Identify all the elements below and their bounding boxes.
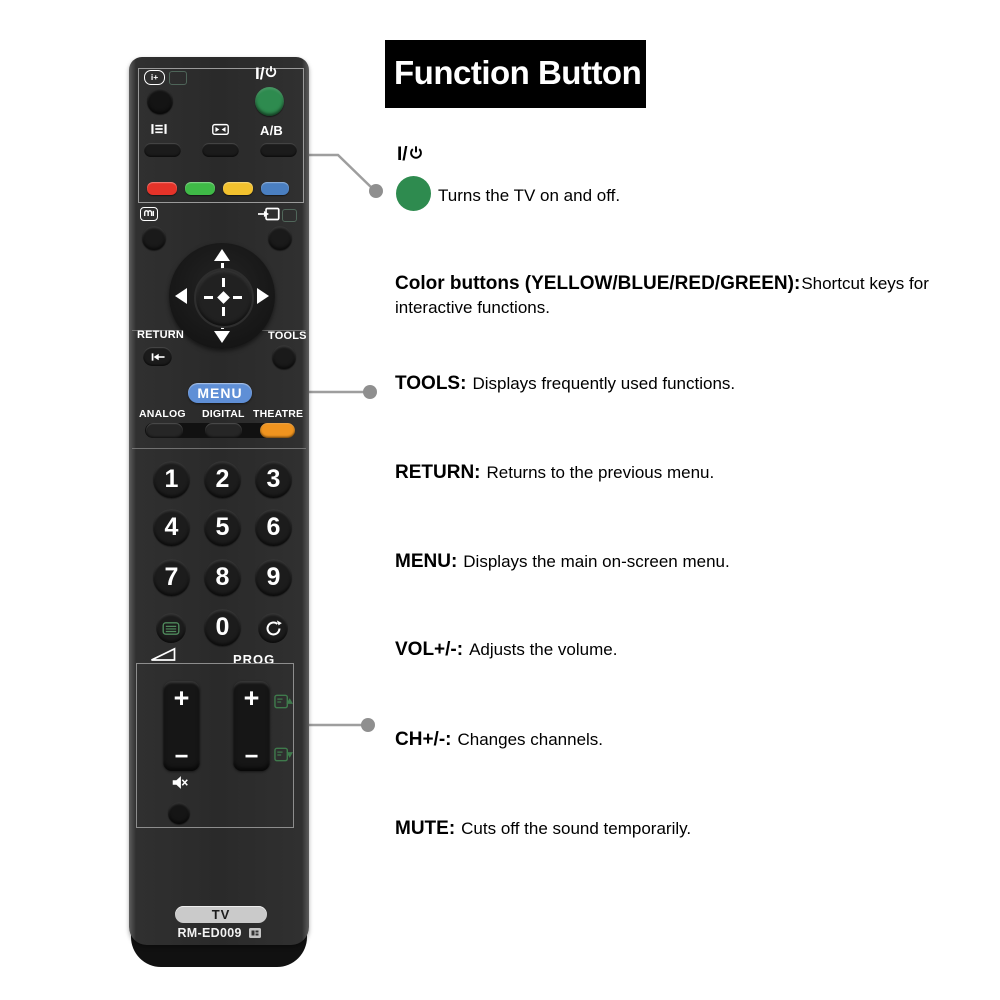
digital-label: DIGITAL [202,408,245,420]
dpad-right-arrow[interactable] [257,288,269,304]
tv-label: TV [175,906,267,923]
volume-down-button[interactable]: − [174,743,189,770]
page-down-icon [274,746,293,763]
model-label: RM-ED009 [129,926,309,940]
digit-7-button[interactable]: 7 [153,559,190,596]
ghost-icon-mid [282,209,297,222]
dpad[interactable] [169,243,275,349]
digit-6-button[interactable]: 6 [255,509,292,546]
power-note-symbol: I/ [397,144,424,166]
power-note: Turns the TV on and off. [438,186,621,205]
power-button-swatch [396,176,431,211]
prog-label: PROG [233,652,276,667]
remote-control [129,57,309,968]
ch-note: CH+/-: Changes channels. [395,729,604,750]
power-button[interactable] [255,87,284,116]
vol-note: VOL+/-: Adjusts the volume. [395,639,618,660]
theatre-button[interactable] [260,423,295,438]
power-icon [408,145,424,161]
return-label: RETURN [137,329,185,341]
digit-9-button[interactable]: 9 [255,559,292,596]
input-select-icon [258,207,280,221]
digit-4-button[interactable]: 4 [153,509,190,546]
dpad-left-arrow[interactable] [175,288,187,304]
screen-format-button[interactable] [144,143,181,157]
input-select-button[interactable] [268,226,292,250]
tools-note: TOOLS: Displays frequently used functions. [395,373,736,394]
menu-note: MENU: Displays the main on-screen menu. [395,551,730,572]
mute-icon [170,774,190,791]
widescreen-icon [212,123,229,136]
channel-rocker[interactable] [233,681,270,771]
mute-button[interactable] [168,802,190,824]
model-badge-icon [249,928,261,938]
analog-button[interactable] [146,423,183,438]
teletext-button[interactable] [156,613,186,643]
return-icon [150,352,166,362]
digit-5-button[interactable]: 5 [204,509,241,546]
yellow-button[interactable] [223,182,253,195]
digit-0-button[interactable]: 0 [204,609,241,646]
channel-return-button[interactable] [258,613,288,643]
channel-down-button[interactable]: − [244,743,259,770]
analog-label: ANALOG [139,408,186,420]
channel-up-button[interactable]: + [243,683,260,713]
digit-2-button[interactable]: 2 [204,461,241,498]
digit-3-button[interactable]: 3 [255,461,292,498]
ghost-icon-top [169,71,187,85]
page-title: Function Button [385,40,646,108]
volume-rocker[interactable] [163,681,200,771]
color-buttons-note: Color buttons (YELLOW/BLUE/RED/GREEN):Shortcut keys for interactive functions. [395,273,929,317]
page-up-icon [274,693,293,710]
power-symbol: I/ [255,64,278,84]
digit-1-button[interactable]: 1 [153,461,190,498]
mute-note: MUTE: Cuts off the sound temporarily. [395,818,692,839]
ab-button[interactable] [260,143,297,157]
refresh-icon [264,619,283,638]
dpad-center-button[interactable] [194,268,254,328]
audio-description-button[interactable] [147,88,173,114]
blue-button[interactable] [261,182,289,195]
screen-format-icon [150,122,168,136]
ab-label: A/B [260,123,283,138]
power-icon [264,65,278,79]
tools-label: TOOLS [268,330,307,342]
return-note: RETURN: Returns to the previous menu. [395,462,715,483]
dpad-center-diamond [217,291,230,304]
red-button[interactable] [147,182,177,195]
tools-button[interactable] [272,345,296,369]
volume-up-button[interactable]: + [173,683,190,713]
theatre-label: THEATRE [253,408,304,420]
section-divider-bottom [132,448,306,449]
dpad-up-arrow[interactable] [214,249,230,261]
menu-button[interactable]: MENU [188,383,252,403]
digital-button[interactable] [205,423,242,438]
info-icon: i+ [144,70,165,85]
subtitle-button[interactable] [142,226,166,250]
teletext-icon [162,622,180,635]
return-button[interactable] [143,347,172,366]
volume-channel-group [136,663,294,828]
digit-8-button[interactable]: 8 [204,559,241,596]
volume-icon [150,647,177,662]
green-button[interactable] [185,182,215,195]
widescreen-button[interactable] [202,143,239,157]
subtitle-icon [140,207,158,221]
dpad-down-arrow[interactable] [214,331,230,343]
